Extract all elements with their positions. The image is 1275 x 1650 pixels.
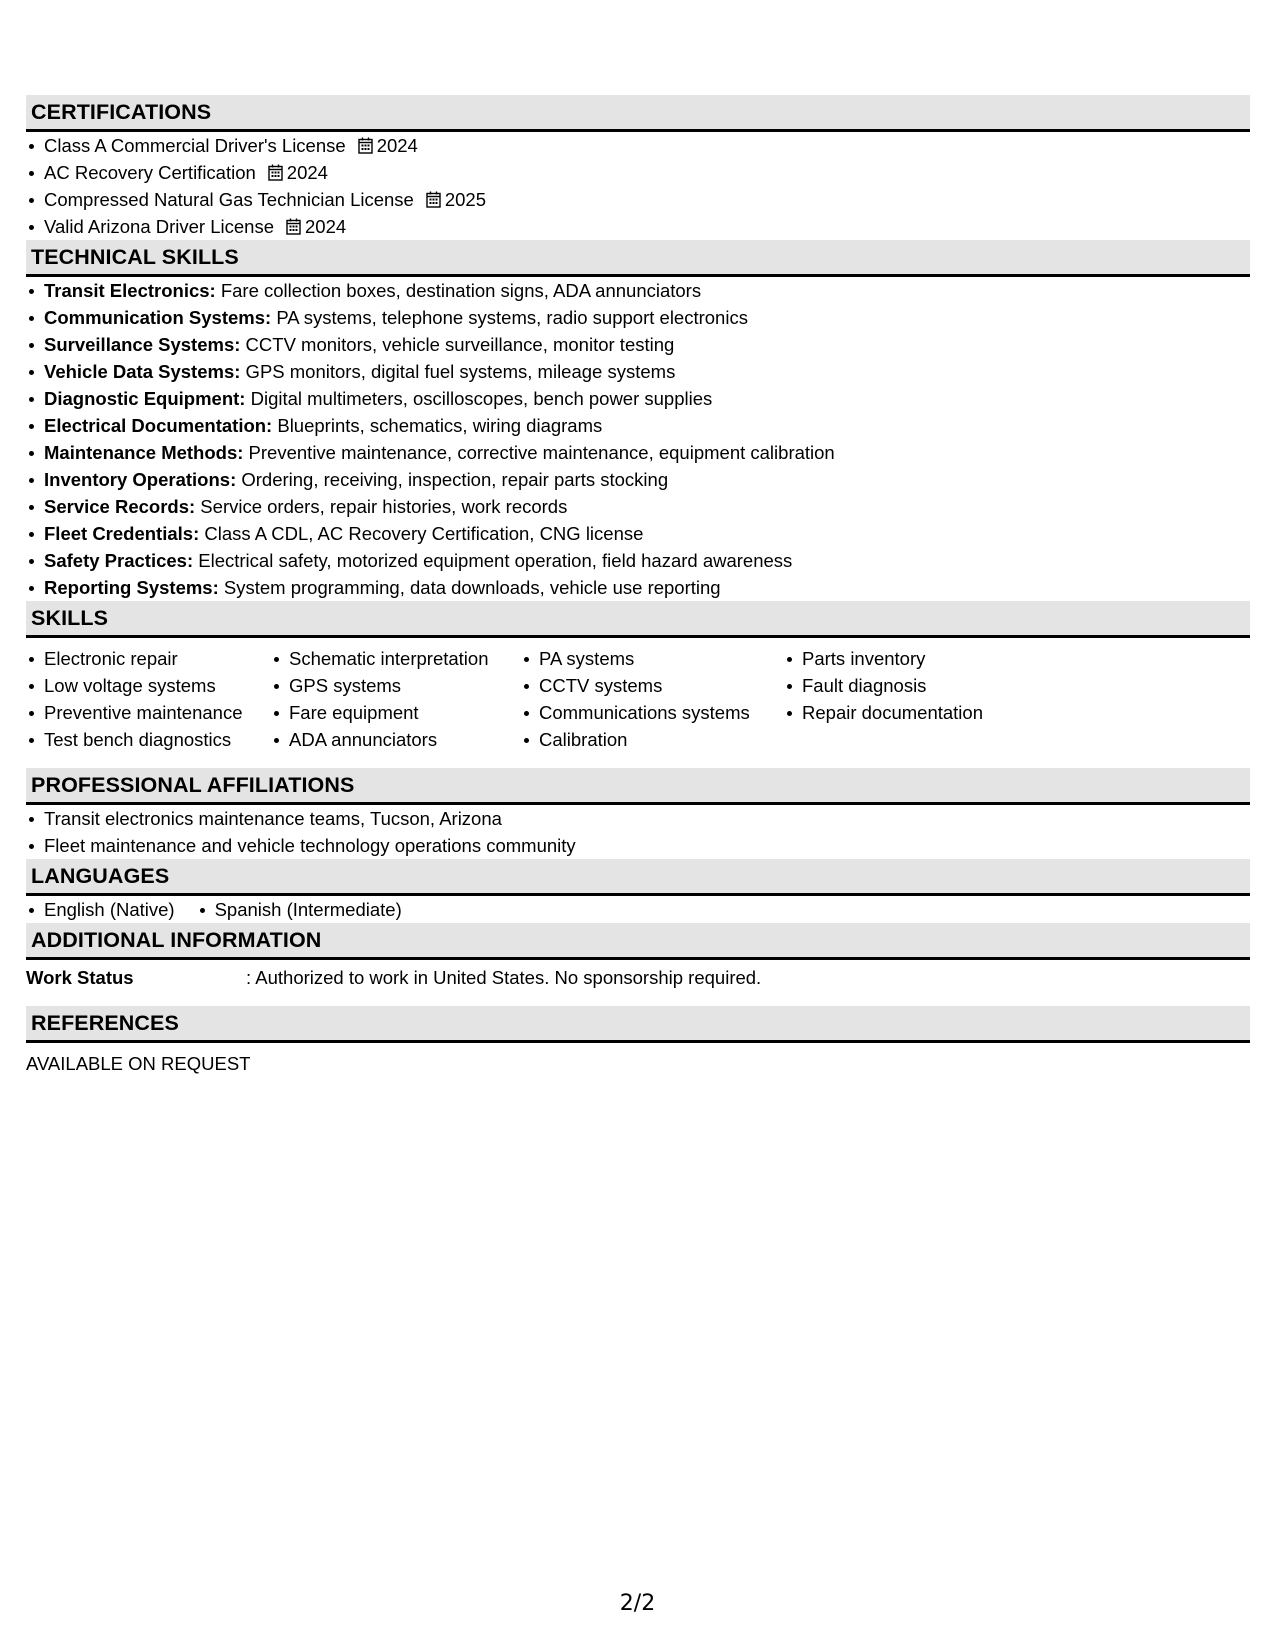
skill-details: Preventive maintenance, corrective maintenance, equipment calibration <box>243 442 835 463</box>
skill-details: Fare collection boxes, destination signs, ADA annunciators <box>215 280 702 301</box>
affiliations-header <box>26 768 1250 805</box>
certifications-header <box>26 95 1250 132</box>
certification-item <box>26 213 1250 240</box>
languages-header <box>26 859 1250 896</box>
certification-year: 2024 <box>376 135 418 156</box>
technical-skill-item <box>26 412 1250 439</box>
skill-item: CCTV systems <box>521 672 784 699</box>
skill-item: Calibration <box>521 726 784 753</box>
certification-item <box>26 186 1250 213</box>
calendar-icon <box>426 191 441 208</box>
skill-details: System programming, data downloads, vehicle use reporting <box>218 577 721 598</box>
affiliation-item: Fleet maintenance and vehicle technology operations community <box>26 832 1250 859</box>
certifications-list <box>26 132 1250 240</box>
certification-item <box>26 132 1250 159</box>
certification-name: Valid Arizona Driver License <box>44 216 274 237</box>
skill-category: Service Records: <box>44 496 196 517</box>
certification-year: 2024 <box>305 216 347 237</box>
skill-item: ADA annunciators <box>271 726 521 753</box>
certification-year: 2024 <box>286 162 328 183</box>
technical-skill-item <box>26 331 1250 358</box>
skill-category: Communication Systems: <box>44 307 272 328</box>
calendar-icon <box>358 137 373 154</box>
language-item: Spanish (Intermediate) <box>197 896 402 923</box>
skill-item: Parts inventory <box>784 645 1044 672</box>
skill-category: Vehicle Data Systems: <box>44 361 241 382</box>
calendar-icon <box>268 164 283 181</box>
skill-details: Ordering, receiving, inspection, repair parts stocking <box>236 469 669 490</box>
skill-details: Electrical safety, motorized equipment operation, field hazard awareness <box>193 550 793 571</box>
skill-item: Fault diagnosis <box>784 672 1044 699</box>
skill-details: GPS monitors, digital fuel systems, mileage systems <box>240 361 676 382</box>
skill-item: Fare equipment <box>271 699 521 726</box>
skill-category: Reporting Systems: <box>44 577 219 598</box>
technical-skill-item <box>26 277 1250 304</box>
skill-item: PA systems <box>521 645 784 672</box>
skill-details: Class A CDL, AC Recovery Certification, CNG license <box>199 523 644 544</box>
section-title: LANGUAGES <box>31 863 170 888</box>
technical-skill-item <box>26 385 1250 412</box>
skills-column <box>784 645 1044 753</box>
skill-item: Communications systems <box>521 699 784 726</box>
skills-column <box>26 645 271 753</box>
section-title: ADDITIONAL INFORMATION <box>31 927 322 952</box>
technical-skill-item <box>26 574 1250 601</box>
affiliations-list <box>26 805 1250 859</box>
skill-details: Blueprints, schematics, wiring diagrams <box>272 415 603 436</box>
section-title: PROFESSIONAL AFFILIATIONS <box>31 772 355 797</box>
skill-item: Repair documentation <box>784 699 1044 726</box>
section-title: REFERENCES <box>31 1010 179 1035</box>
references-text: AVAILABLE ON REQUEST <box>26 1053 251 1074</box>
skill-item: Low voltage systems <box>26 672 271 699</box>
certification-name: Class A Commercial Driver's License <box>44 135 346 156</box>
section-title: SKILLS <box>31 605 109 630</box>
technical-skill-item <box>26 493 1250 520</box>
skills-column <box>271 645 521 753</box>
skill-item: Preventive maintenance <box>26 699 271 726</box>
technical-skill-item <box>26 304 1250 331</box>
resume-page <box>26 95 1250 1077</box>
certification-item <box>26 159 1250 186</box>
skill-item: Schematic interpretation <box>271 645 521 672</box>
skill-item: Electronic repair <box>26 645 271 672</box>
technical-skills-header <box>26 240 1250 277</box>
skill-details: Digital multimeters, oscilloscopes, bench power supplies <box>245 388 713 409</box>
skill-category: Fleet Credentials: <box>44 523 200 544</box>
skill-item: GPS systems <box>271 672 521 699</box>
skills-column <box>521 645 784 753</box>
skills-grid <box>26 638 1250 768</box>
skill-details: CCTV monitors, vehicle surveillance, monitor testing <box>240 334 675 355</box>
skill-category: Diagnostic Equipment: <box>44 388 246 409</box>
technical-skills-list <box>26 277 1250 601</box>
references-header <box>26 1006 1250 1043</box>
technical-skill-item <box>26 547 1250 574</box>
skill-category: Electrical Documentation: <box>44 415 273 436</box>
skill-category: Safety Practices: <box>44 550 194 571</box>
skill-details: PA systems, telephone systems, radio support electronics <box>271 307 748 328</box>
page-number: 2/2 <box>619 1591 656 1616</box>
certification-name: Compressed Natural Gas Technician License <box>44 189 414 210</box>
technical-skill-item <box>26 466 1250 493</box>
skill-details: Service orders, repair histories, work records <box>195 496 568 517</box>
section-title: CERTIFICATIONS <box>31 99 212 124</box>
work-status-value: : Authorized to work in United States. No sponsorship required. <box>246 967 762 988</box>
language-item: English (Native) <box>26 896 175 923</box>
section-title: TECHNICAL SKILLS <box>31 244 239 269</box>
skill-category: Transit Electronics: <box>44 280 216 301</box>
technical-skill-item <box>26 520 1250 547</box>
languages-list <box>26 896 1250 923</box>
calendar-icon <box>286 218 301 235</box>
skills-header <box>26 601 1250 638</box>
technical-skill-item <box>26 358 1250 385</box>
work-status-label: Work Status <box>26 967 134 988</box>
skill-category: Inventory Operations: <box>44 469 237 490</box>
affiliation-item: Transit electronics maintenance teams, Tucson, Arizona <box>26 805 1250 832</box>
skill-category: Maintenance Methods: <box>44 442 244 463</box>
work-status-row <box>26 960 1250 1006</box>
skill-item: Test bench diagnostics <box>26 726 271 753</box>
certification-year: 2025 <box>444 189 487 210</box>
certification-name: AC Recovery Certification <box>44 162 256 183</box>
technical-skill-item <box>26 439 1250 466</box>
skill-category: Surveillance Systems: <box>44 334 241 355</box>
additional-info-header <box>26 923 1250 960</box>
